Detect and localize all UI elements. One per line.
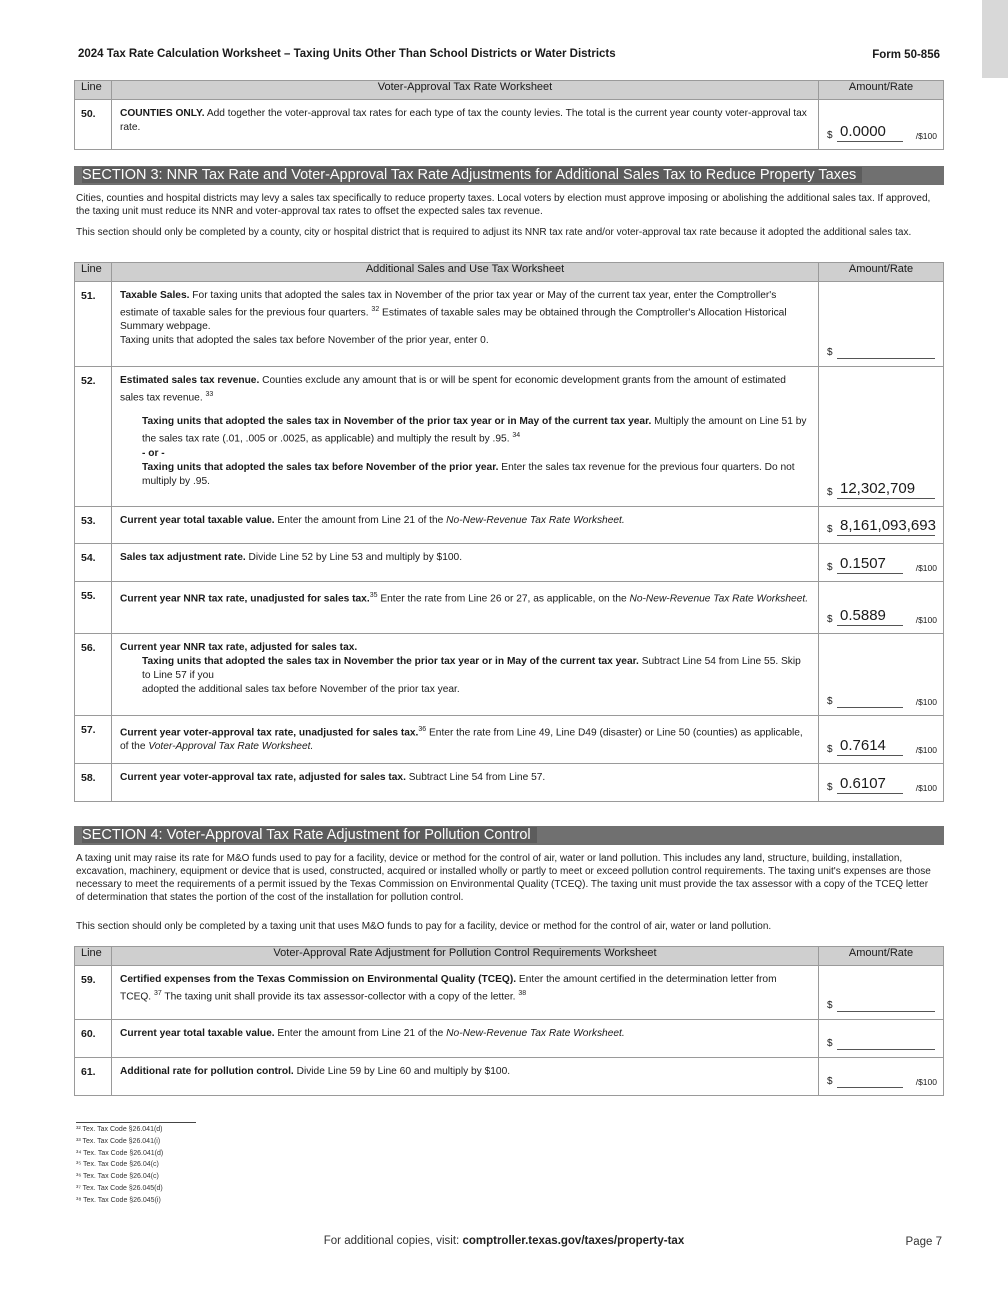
line-number: 50.: [75, 100, 112, 150]
amount-value: 0.6107: [840, 775, 886, 792]
section-4-intro: A taxing unit may raise its rate for M&O funds used to pay for a facility, device or method for the control of air, water or land pollution. This includes any land, structure, building, installation, excavation, machinery, equipment or device that is used, constructed, acquired or installed wholly or partly to meet or exceed pollution control requirements. The taxing unit's expenses are those necessary to meet the requirements of a permit issued by the Texas Commission on Environmental Quality (TCEQ). The taxing unit must provide the tax assessor with a copy of the TCEQ letter of determination that states the portion of the cost of the installation for pollution control.: [76, 853, 931, 903]
section-4-header: SECTION 4: Voter-Approval Tax Rate Adjustment for Pollution Control: [74, 826, 944, 845]
amount-field-54[interactable]: $ 0.1507 /$100: [819, 544, 944, 582]
line-description: Additional rate for pollution control. Divide Line 59 by Line 60 and multiply by $100.: [112, 1058, 819, 1096]
section-3-header: SECTION 3: NNR Tax Rate and Voter-Approval Tax Rate Adjustments for Additional Sales Tax to Reduce Property Taxes: [74, 166, 944, 185]
section-4-note: This section should only be completed by a taxing unit that uses M&O funds to pay for a facility, device or method for the control of air, water or land pollution.: [76, 921, 772, 932]
page-number: Page 7: [905, 1236, 942, 1248]
table-row: [75, 582, 944, 634]
amount-value: 12,302,709: [840, 480, 916, 497]
line-number: 56.: [75, 634, 112, 716]
amount-field-53[interactable]: $ 8,161,093,693: [819, 507, 944, 544]
col-amount-header: Amount/Rate: [819, 947, 944, 966]
table-row: [75, 716, 944, 764]
line-number: 57.: [75, 716, 112, 764]
page-footer: For additional copies, visit: comptroller.texas.gov/taxes/property-tax: [323, 1235, 685, 1247]
col-line-header: Line: [75, 263, 112, 282]
line-number: 53.: [75, 507, 112, 544]
amount-field-52[interactable]: $ 12,302,709: [819, 367, 944, 507]
table-row: [75, 1020, 944, 1058]
col-line-header: Line: [75, 947, 112, 966]
pollution-control-table: [74, 946, 944, 1096]
footnote: ³⁸ Tex. Tax Code §26.045(i): [76, 1196, 161, 1204]
table-row: [75, 764, 944, 802]
line-number: 55.: [75, 582, 112, 634]
table-title: Voter-Approval Rate Adjustment for Pollution Control Requirements Worksheet: [112, 947, 819, 966]
line-number: 59.: [75, 966, 112, 1020]
line-description: Current year voter-approval tax rate, adjusted for sales tax. Subtract Line 54 from Line 57.: [112, 764, 819, 802]
line-description: Sales tax adjustment rate. Divide Line 52 by Line 53 and multiply by $100.: [112, 544, 819, 582]
col-line-header: Line: [75, 81, 112, 100]
table-row: [75, 634, 944, 716]
col-amount-header: Amount/Rate: [819, 81, 944, 100]
table-row: [75, 544, 944, 582]
amount-field-56[interactable]: $ /$100: [819, 634, 944, 716]
line-description: Certified expenses from the Texas Commission on Environmental Quality (TCEQ). Enter the amount certified in the determination letter from TCEQ. $^{37}$ The taxing unit shall provide its tax assessor-collector with a copy of the letter. $^{38}$: [112, 966, 819, 1020]
amount-value: 0.7614: [840, 737, 886, 754]
section-3-intro: Cities, counties and hospital districts may levy a sales tax specifically to reduce property taxes. Local voters by election must approve imposing or abolishing the additional sales tax. If approved, the taxing unit must reduce its NNR and voter-approval tax rates to offset the expected sales tax revenue.: [76, 193, 931, 217]
line-description: Current year total taxable value. Enter the amount from Line 21 of the No-New-Revenue Tax Rate Worksheet.: [112, 507, 819, 544]
line-number: 61.: [75, 1058, 112, 1096]
page-title: 2024 Tax Rate Calculation Worksheet – Taxing Units Other Than School Districts or Water Districts: [78, 48, 616, 60]
table-row: [75, 1058, 944, 1096]
amount-value: 0.5889: [840, 607, 886, 624]
line-number: 51.: [75, 282, 112, 367]
footnote: ³² Tex. Tax Code §26.041(d): [76, 1126, 163, 1133]
line-description: Current year NNR tax rate, unadjusted for sales tax.$^{35}$ Enter the rate from Line 26 or 27, as applicable, on the No-New-Revenue Tax Rate Worksheet.: [112, 582, 819, 634]
line-number: 52.: [75, 367, 112, 507]
footnote: ³⁴ Tex. Tax Code §26.041(d): [76, 1149, 164, 1157]
amount-field-61[interactable]: $ /$100: [819, 1058, 944, 1096]
footnotes: [76, 1124, 163, 1207]
footnote: ³⁷ Tex. Tax Code §26.045(d): [76, 1184, 163, 1192]
amount-field-55[interactable]: $ 0.5889 /$100: [819, 582, 944, 634]
table-title: Voter-Approval Tax Rate Worksheet: [112, 81, 819, 100]
amount-value: 8,161,093,693: [840, 517, 936, 534]
footnote: ³⁶ Tex. Tax Code §26.04(c): [76, 1173, 159, 1181]
footnote: ³⁵ Tex. Tax Code §26.04(c): [76, 1161, 159, 1169]
amount-field-57[interactable]: $ 0.7614 /$100: [819, 716, 944, 764]
amount-field-58[interactable]: $ 0.6107 /$100: [819, 764, 944, 802]
col-amount-header: Amount/Rate: [819, 263, 944, 282]
sales-tax-table: [74, 262, 944, 802]
line-number: 54.: [75, 544, 112, 582]
amount-field-51[interactable]: $: [819, 282, 944, 367]
comptroller-link[interactable]: comptroller.texas.gov/taxes/property-tax: [462, 1235, 685, 1247]
footnote: ³³ Tex. Tax Code §26.041(i): [76, 1137, 161, 1145]
table-row: [75, 100, 944, 150]
scan-edge: [982, 0, 1008, 78]
amount-field-50[interactable]: $ 0.0000 /$100: [819, 100, 944, 150]
line-description: Current year voter-approval tax rate, unadjusted for sales tax.$^{36}$ Enter the rate from Line 49, Line D49 (disaster) or Line 50 (counties) as applicable, of the Voter-Approval Tax Rate Worksheet.: [112, 716, 819, 764]
amount-field-59[interactable]: $: [819, 966, 944, 1020]
line-description: Current year total taxable value. Enter the amount from Line 21 of the No-New-Revenue Tax Rate Worksheet.: [112, 1020, 819, 1058]
table-row: [75, 367, 944, 507]
table-row: [75, 966, 944, 1020]
footnote-divider: [76, 1122, 196, 1123]
line-number: 60.: [75, 1020, 112, 1058]
line-number: 58.: [75, 764, 112, 802]
form-number: Form 50-856: [872, 49, 940, 61]
line-description: COUNTIES ONLY. Add together the voter-approval tax rates for each type of tax the county levies. The total is the current year county voter-approval tax rate.: [112, 100, 819, 150]
voter-approval-table: [74, 80, 944, 150]
amount-value: 0.1507: [840, 555, 886, 572]
line-description: Estimated sales tax revenue. Counties exclude any amount that is or will be spent for economic development grants from the amount of estimated sales tax revenue. $^{33}$ Taxing units that adopted the sales tax in November of the prior tax year or in May of the current tax year. Multiply the amount on Line 51 by the sales tax rate (.01, .005 or .0025, as applicable) and multiply the result by .95. $^{34}$ - or - Taxing units that adopted the sales tax before November of the prior year. Enter the sales tax revenue for the previous four quarters. Do not multiply by .95.: [112, 367, 819, 507]
table-title: Additional Sales and Use Tax Worksheet: [112, 263, 819, 282]
line-description: Current year NNR tax rate, adjusted for sales tax. Taxing units that adopted the sales tax in November the prior tax year or in May of the current tax year. Subtract Line 54 from Line 55. Skip to Line 57 if you adopted the additional sales tax before November of the prior tax year.: [112, 634, 819, 716]
line-description: Taxable Sales. For taxing units that adopted the sales tax in November of the prior tax year or May of the current tax year, enter the Comptroller's estimate of taxable sales for the previous four quarters. $^{32}$ Estimates of taxable sales may be obtained through the Comptroller's Allocation Historical Summary webpage. Taxing units that adopted the sales tax before November of the prior year, enter 0.: [112, 282, 819, 367]
amount-value: 0.0000: [840, 123, 886, 140]
amount-field-60[interactable]: $: [819, 1020, 944, 1058]
section-3-note: This section should only be completed by a county, city or hospital district that is required to adjust its NNR tax rate and/or voter-approval tax rate because it adopted the additional sales tax.: [76, 227, 912, 238]
table-row: [75, 282, 944, 367]
table-row: [75, 507, 944, 544]
